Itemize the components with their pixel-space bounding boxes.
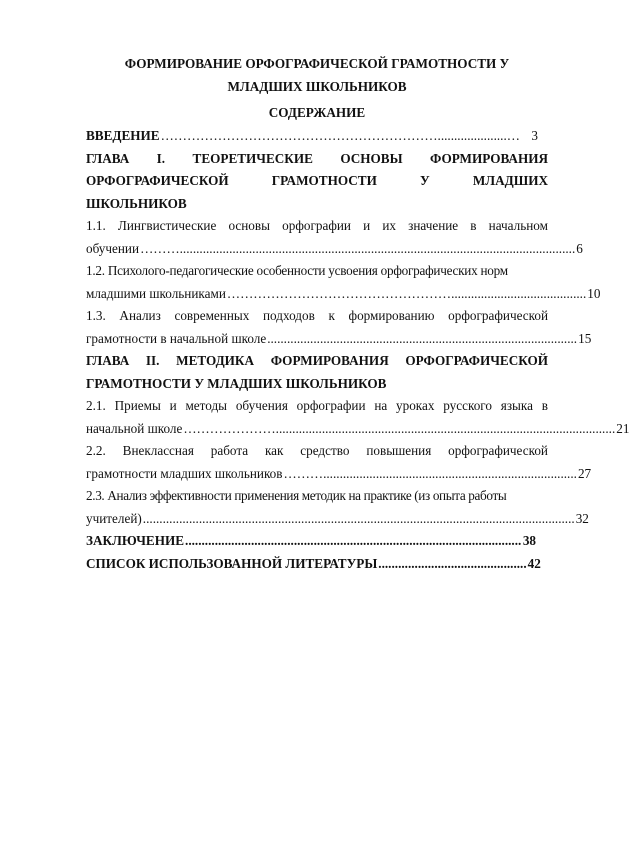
toc-entry-line: 2.3. Анализ эффективности применения методик на практике (из опыта работы	[86, 488, 507, 503]
toc-page-number: 6	[576, 240, 583, 256]
toc-label: грамотности в начальной школе	[86, 330, 267, 346]
toc-chapter-1-line-3: ШКОЛЬНИКОВ	[86, 195, 187, 211]
toc-entry-introduction	[86, 125, 548, 148]
toc-label: обучении	[86, 240, 140, 256]
toc-entry-2-1	[86, 395, 629, 440]
toc-chapter-2-heading	[86, 350, 548, 395]
toc-label: СПИСОК ИСПОЛЬЗОВАННОЙ ЛИТЕРАТУРЫ	[86, 555, 378, 571]
toc-page-number: 27	[577, 465, 592, 481]
title-line-1: ФОРМИРОВАНИЕ ОРФОГРАФИЧЕСКОЙ ГРАМОТНОСТИ У	[124, 56, 510, 71]
toc-page-number: 3	[531, 128, 538, 143]
toc-label: учителей)	[86, 510, 142, 526]
toc-page-number: 42	[527, 555, 541, 571]
document-title	[86, 52, 548, 98]
toc-label: младшими школьниками	[86, 285, 226, 301]
toc-label: ЗАКЛЮЧЕНИЕ	[86, 533, 185, 548]
toc-page-number: 21	[616, 420, 629, 436]
toc-page-number: 10	[587, 285, 601, 301]
document-page	[86, 52, 629, 575]
toc-entry-2-3	[86, 485, 589, 530]
toc-leader-dots: ……….............................................................................	[283, 465, 577, 481]
toc-entry-line: 2.1. Приемы и методы обучения орфографии на уроках русского языка в	[86, 398, 548, 413]
toc-chapter-1-line-2: ОРФОГРАФИЧЕСКОЙ ГРАМОТНОСТИ У МЛАДШИХ	[86, 173, 548, 188]
toc-leader-dots: ..............................................................................................	[267, 330, 578, 346]
toc-heading: СОДЕРЖАНИЕ	[268, 105, 366, 120]
toc-chapter-1-heading	[86, 148, 548, 216]
toc-leader-dots: ………........................................................................................................................	[140, 240, 576, 256]
toc-chapter-1-line-1: ГЛАВА I. ТЕОРЕТИЧЕСКИЕ ОСНОВЫ ФОРМИРОВАНИЯ	[86, 150, 548, 166]
toc-entry-1-3	[86, 305, 592, 350]
toc-page-number: 15	[578, 330, 592, 346]
toc-leader-dots: …………………………………………….........................................	[226, 285, 587, 301]
toc-entry-line: 1.1. Лингвистические основы орфографии и их значение в начальном	[86, 218, 548, 233]
toc-leader-dots: ......................................................................................................	[185, 533, 522, 548]
toc-leader-dots: .............................................	[378, 555, 527, 571]
toc-label: ВВЕДЕНИЕ	[86, 128, 160, 143]
toc-chapter-2-line-1: ГЛАВА II. МЕТОДИКА ФОРМИРОВАНИЯ ОРФОГРАФИЧЕСКОЙ	[86, 353, 548, 368]
title-line-2: МЛАДШИХ ШКОЛЬНИКОВ	[227, 79, 407, 94]
toc-entry-references	[86, 553, 548, 576]
toc-label: начальной школе	[86, 420, 183, 436]
toc-chapter-2-line-2: ГРАМОТНОСТИ У МЛАДШИХ ШКОЛЬНИКОВ	[86, 375, 387, 391]
toc-label: грамотности младших школьников	[86, 465, 283, 481]
table-of-contents	[86, 125, 629, 575]
toc-leader-dots: ………………….......................................................................................................	[183, 420, 616, 436]
toc-entry-1-1	[86, 215, 583, 260]
toc-entry-2-2	[86, 440, 592, 485]
toc-leader-dots: ...................................................................................................................................	[142, 510, 575, 526]
toc-leader-dots: ……………………………………………………….....................…	[160, 128, 520, 143]
toc-entry-line: 2.2. Внеклассная работа как средство повышения орфографической	[86, 443, 548, 458]
toc-page-number: 32	[575, 510, 589, 526]
toc-entry-line: 1.2. Психолого-педагогические особенности усвоения орфографических норм	[86, 263, 508, 278]
toc-entry-1-2	[86, 260, 601, 305]
toc-entry-line: 1.3. Анализ современных подходов к формированию орфографической	[86, 308, 548, 323]
toc-entry-conclusion	[86, 530, 548, 553]
toc-page-number: 38	[522, 533, 536, 548]
